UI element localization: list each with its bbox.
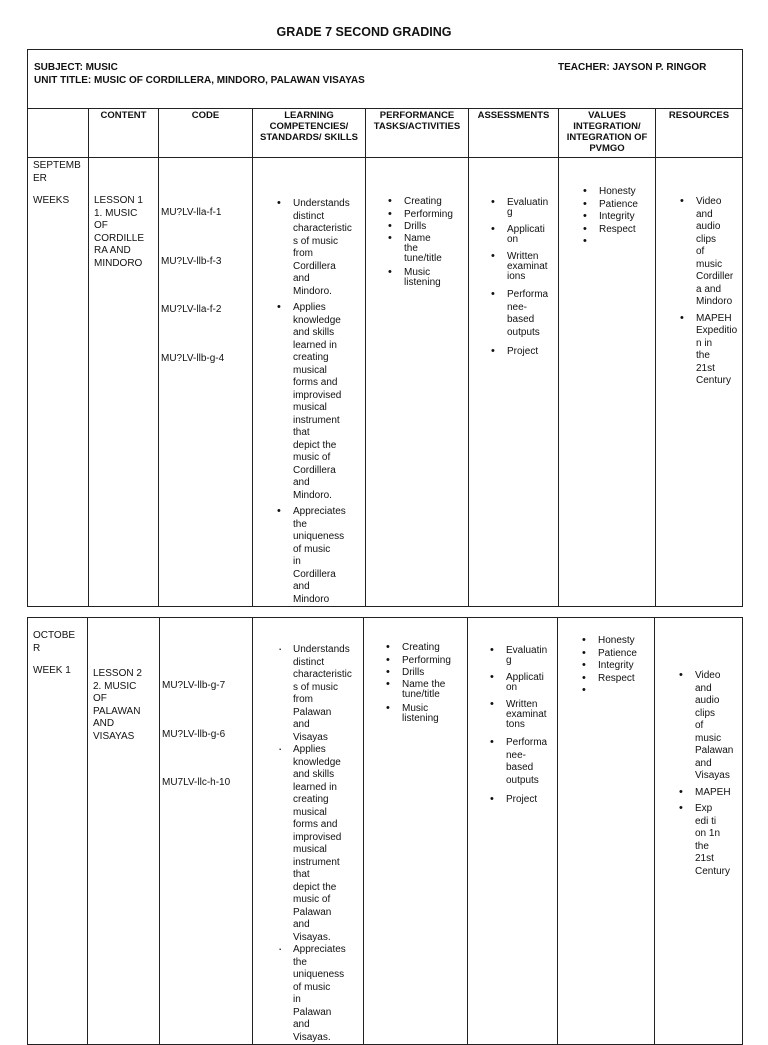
lesson-title: LESSON 2 2. MUSIC OF PALAWAN AND VISAYAS <box>93 668 142 742</box>
values-cell <box>558 618 655 1045</box>
value-item: • Patience <box>578 648 650 661</box>
teacher-label: TEACHER: JAYSON P. RINGOR <box>558 62 707 73</box>
weeks-label: WEEKS <box>33 195 70 206</box>
unit-title: UNIT TITLE: MUSIC OF CORDILLERA, MINDORO, PALAWAN VISAYAS <box>34 74 365 86</box>
code-item: MU?LV-llb-f-3 <box>161 255 222 267</box>
column-header-row <box>28 109 743 158</box>
value-item: • Respect <box>578 673 650 686</box>
assessment-item: • Applicati on <box>486 673 536 693</box>
code-item: MU?LV-lla-f-1 <box>161 207 222 218</box>
code-item: MU7LV-llc-h-10 <box>162 777 231 788</box>
value-item <box>578 685 650 697</box>
code-item: MU?LV-llb-g-6 <box>162 728 226 740</box>
header-code: CODE <box>159 109 253 158</box>
lesson-table-1 <box>27 49 743 607</box>
task-item: • Music listening <box>384 268 444 288</box>
task-item: • Performing <box>382 655 463 668</box>
competency-item: · Appreciates the uniqueness of music in Palawan and Visayas. <box>273 944 339 1044</box>
tasks-cell <box>364 618 468 1045</box>
code-item: MU?LV-llb-g-7 <box>162 680 226 691</box>
assessments-cell <box>469 158 559 607</box>
competency-item: • Understands distinct characteristic s of music from Cordillera and Mindoro. <box>273 198 339 298</box>
code-cell <box>159 158 253 607</box>
task-item: • Music listening <box>382 704 442 724</box>
value-item: • Honesty <box>579 186 651 199</box>
competency-item: • Appreciates the uniqueness of music in Cordillera and Mindoro <box>273 506 339 606</box>
competency-item: • Applies knowledge and skills learned in creating musical forms and improvised musical instrument that depict the music of Cordillera and Mindoro. <box>273 302 339 502</box>
header-content: CONTENT <box>89 109 159 158</box>
month-cell <box>28 618 88 1045</box>
values-cell <box>559 158 656 607</box>
document-title: GRADE 7 SECOND GRADING <box>276 25 452 39</box>
value-item: • Integrity <box>579 211 651 224</box>
content-cell <box>89 158 159 607</box>
competency-item: · Understands distinct characteristic s of music from Palawan and Visayas <box>273 644 339 744</box>
header-values: VALUES INTEGRATION/ INTEGRATION OF PVMGO <box>559 109 656 158</box>
resource-item: • MAPEH <box>675 787 723 800</box>
value-item: • Integrity <box>578 660 650 673</box>
task-item: • Creating <box>384 196 464 209</box>
value-item <box>579 236 651 248</box>
assessment-item: • Written examinat tons <box>486 700 536 730</box>
task-item: • Name the tune/title <box>384 234 444 264</box>
content-cell <box>88 618 160 1045</box>
assessment-item: • Written examinat ions <box>487 252 537 282</box>
resources-cell <box>656 158 743 607</box>
task-item: • Creating <box>382 642 463 655</box>
task-item: • Performing <box>384 209 464 222</box>
tasks-cell <box>366 158 469 607</box>
task-item: • Name the tune/title <box>382 680 450 700</box>
resource-item: • Video and audio clips of music Palawan and Visayas <box>675 670 723 783</box>
code-cell <box>160 618 253 1045</box>
assessment-item: • Evaluatin g <box>486 646 536 666</box>
value-item: • Respect <box>579 224 651 237</box>
task-item: • Drills <box>384 221 464 234</box>
competencies-cell <box>253 618 364 1045</box>
table-row <box>28 618 743 1045</box>
value-item: • Honesty <box>578 635 650 648</box>
assessment-item: • Applicati on <box>487 225 537 245</box>
resource-item: • Exp edi ti on 1n the 21st Century <box>675 803 723 878</box>
month-label: SEPTEMB ER <box>33 160 81 184</box>
header-tasks: PERFORMANCE TASKS/ACTIVITIES <box>366 109 469 158</box>
resource-item: • Video and audio clips of music Cordiller a and Mindoro <box>676 196 724 309</box>
resource-item: • MAPEH Expeditio n in the 21st Century <box>676 313 724 388</box>
weeks-label: WEEK 1 <box>33 665 71 676</box>
table-row <box>28 158 743 607</box>
resources-cell <box>655 618 743 1045</box>
value-item: • Patience <box>579 199 651 212</box>
assessments-cell <box>468 618 558 1045</box>
assessment-item: • Evaluatin g <box>487 198 537 218</box>
assessment-item: • Performa nee-based outputs <box>487 289 537 339</box>
code-item: MU?LV-llb-g-4 <box>161 352 225 364</box>
competency-item: · Applies knowledge and skills learned in creating musical forms and improvised musical instrument that depict the music of Palawan and Visayas. <box>273 744 339 944</box>
lesson-table-2 <box>27 617 743 1045</box>
competencies-cell <box>253 158 366 607</box>
header-assessments: ASSESSMENTS <box>469 109 559 158</box>
task-item: • Drills <box>382 667 463 680</box>
subject-header <box>28 50 743 109</box>
assessment-item: • Project <box>486 794 536 807</box>
code-item: MU?LV-lla-f-2 <box>161 304 222 315</box>
assessment-item: • Project <box>487 346 537 359</box>
header-resources: RESOURCES <box>656 109 743 158</box>
month-cell <box>28 158 89 607</box>
lesson-title: LESSON 1 1. MUSIC OF CORDILLE RA AND MINDORO <box>94 195 145 269</box>
month-label: OCTOBE R <box>33 630 76 654</box>
subject-label: SUBJECT: MUSIC <box>34 62 118 73</box>
header-competencies: LEARNING COMPETENCIES/ STANDARDS/ SKILLS <box>253 109 366 158</box>
assessment-item: • Performa nee-based outputs <box>486 737 536 787</box>
header-blank <box>28 109 89 158</box>
